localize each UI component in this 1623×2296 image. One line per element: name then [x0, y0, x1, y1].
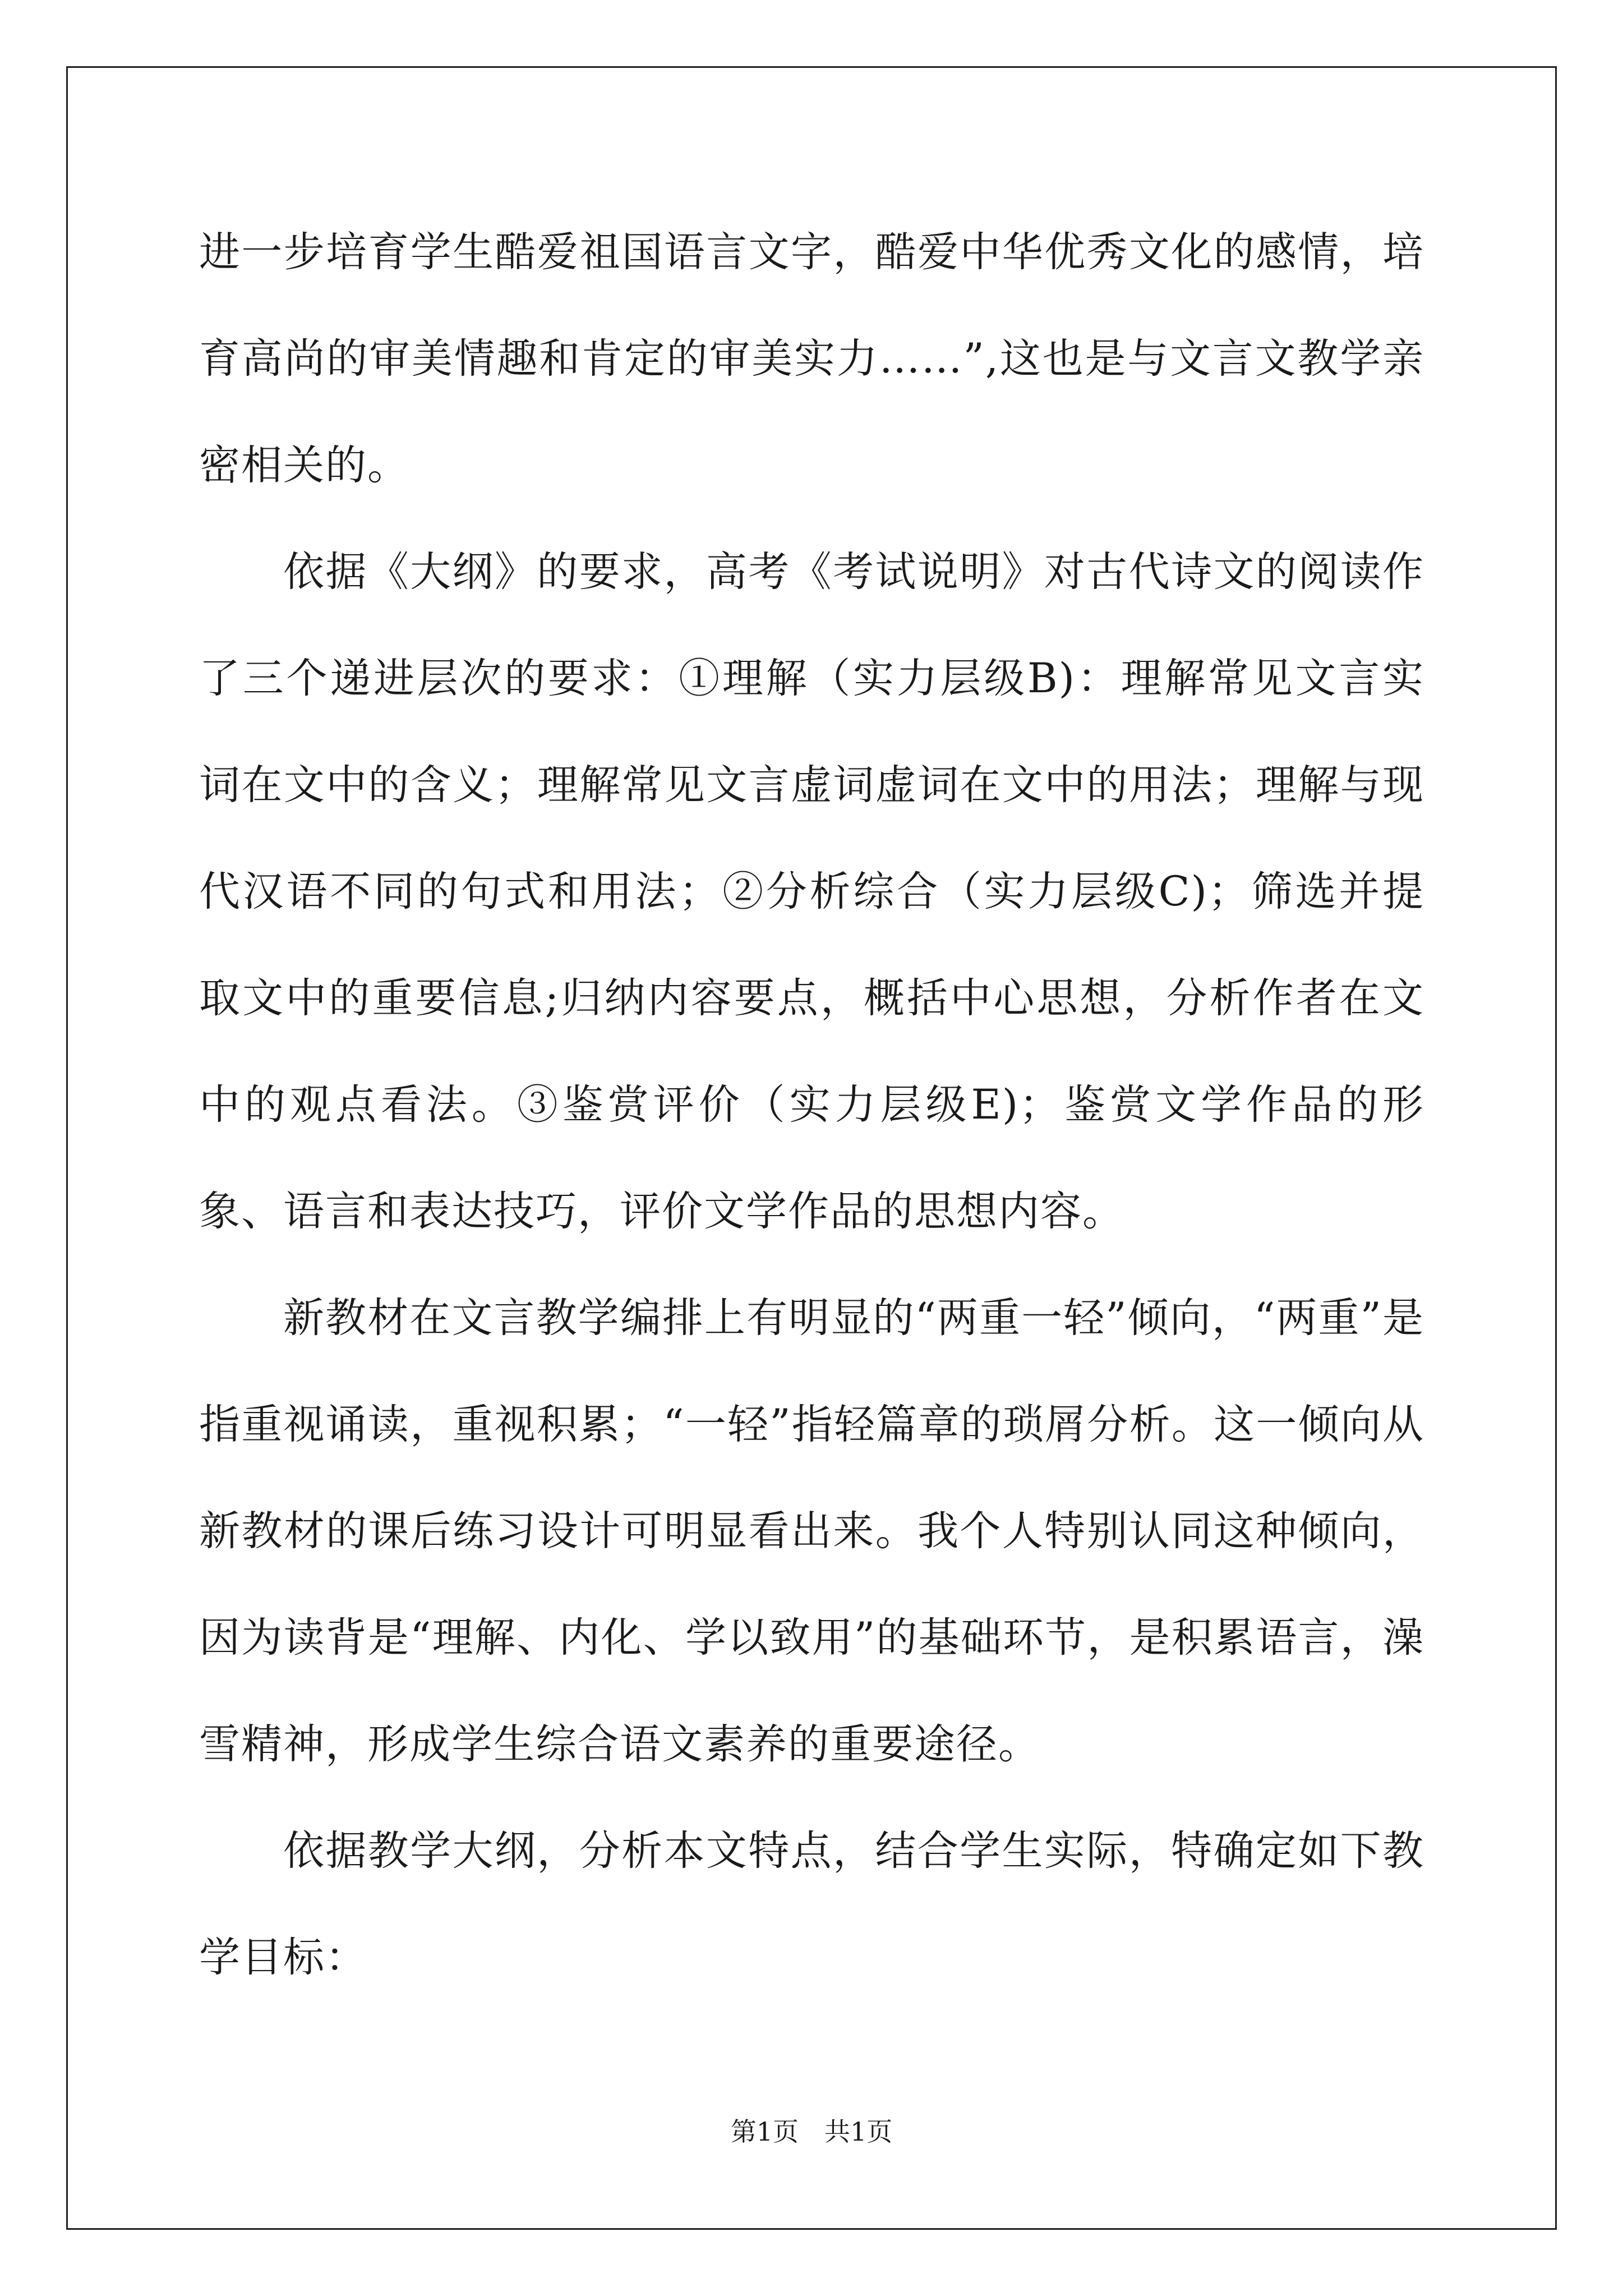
page-number: 第1页 [730, 2116, 799, 2147]
paragraph-textbook-tendency: 新教材在文言教学编排上有明显的“两重一轻”倾向，“两重”是指重视诵读，重视积累；“一轻”指轻篇章的琐屑分析。这一倾向从新教材的课后练习设计可明显看出来。我个人特别认同这种倾向，因为读背是“理解、内化、学以致用”的基础环节，是积累语言，澡雪精神，形成学生综合语文素养的重要途径。 [199, 1294, 1424, 1768]
document-body [199, 199, 1424, 2011]
page-footer [0, 2115, 1623, 2148]
total-pages: 共1页 [824, 2116, 893, 2147]
paragraph-continuation: 进一步培育学生酷爱祖国语言文字，酷爱中华优秀文化的感情，培育高尚的审美情趣和肯定的审美实力……”,这也是与文言文教学亲密相关的。 [199, 228, 1424, 489]
paragraph-teaching-goals: 依据教学大纲，分析本文特点，结合学生实际，特确定如下教学目标： [199, 1827, 1424, 1981]
paragraph-exam-requirements: 依据《大纲》的要求，高考《考试说明》对古代诗文的阅读作了三个递进层次的要求：①理解（实力层级B)：理解常见文言实词在文中的含义；理解常见文言虚词虚词在文中的用法；理解与现代汉语不同的句式和用法；②分析综合（实力层级C)；筛选并提取文中的重要信息;归纳内容要点，概括中心思想，分析作者在文中的观点看法。③鉴赏评价（实力层级E)；鉴赏文学作品的形象、语言和表达技巧，评价文学作品的思想内容。 [199, 548, 1424, 1235]
